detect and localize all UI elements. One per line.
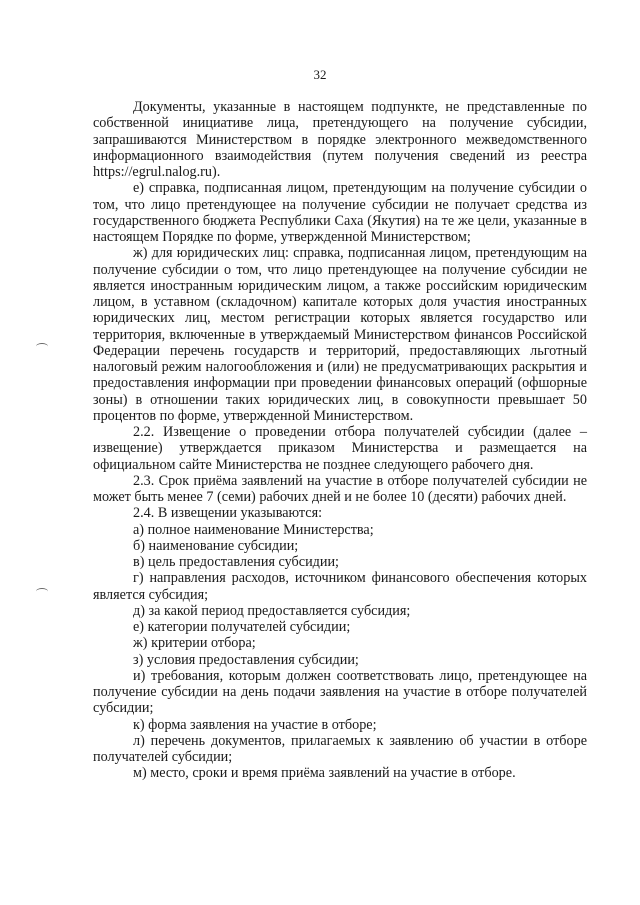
- page-number: 32: [313, 67, 327, 82]
- paragraph-2-2: 2.2. Извещение о проведении отбора получателей субсидии (далее – извещение) утверждается приказом Министерства и размещается на официальном сайте Министерства не позднее следующего рабочего дня.: [93, 424, 587, 473]
- paragraph-2-3: 2.3. Срок приёма заявлений на участие в отборе получателей субсидии не может быть менее 7 (семи) рабочих дней и не более 10 (десяти) рабочих дней.: [93, 472, 587, 505]
- document-body: [93, 99, 587, 782]
- paragraph-item-zh: ж) для юридических лиц: справка, подписанная лицом, претендующим на получение субсидии о том, что лицо претендующее на получение субсидии не является иностранным юридическим лицом, а также российским юридическим лицом, в уставном (складочном) капитале которых доля участия иностранных юридических лиц, местом регистрации которых является государство или территория, включенные в утверждаемый Министерством финансов Российской Федерации перечень государств и территорий, предоставляющих льготный налоговый режим налогообложения и (или) не предусматривающих раскрытия и предоставления информации при проведении финансовых операций (офшорные зоны) в отношении таких юридических лиц, в совокупности превышает 50 процентов по форме, утвержденной Министерством.: [93, 245, 587, 424]
- list-item-k: к) форма заявления на участие в отборе;: [133, 716, 377, 733]
- scan-mark: [36, 588, 48, 595]
- list-item-i: и) требования, которым должен соответствовать лицо, претендующее на получение субсидии на день подачи заявления на участие в отборе получателей субсидии;: [93, 667, 587, 717]
- list-item-a: а) полное наименование Министерства;: [133, 521, 374, 538]
- list-item-g: г) направления расходов, источником финансового обеспечения которых является субсидия;: [93, 570, 587, 603]
- list-item-zh: ж) критерии отбора;: [133, 635, 256, 652]
- list-item-v: в) цель предоставления субсидии;: [133, 554, 340, 570]
- list-item-l: л) перечень документов, прилагаемых к заявлению об участии в отборе получателей субсидии;: [93, 732, 587, 765]
- list-item-b: б) наименование субсидии;: [133, 537, 299, 554]
- paragraph-item-e: е) справка, подписанная лицом, претендующим на получение субсидии о том, что лицо претендующее на получение субсидии не получает средства из государственного бюджета Республики Саха (Якутия) на те же цели, указанные в настоящем Порядке по форме, утвержденной Министерством;: [93, 180, 587, 245]
- paragraph-documents-note: Документы, указанные в настоящем подпункте, не представленные по собственной инициативе лица, претендующего на получение субсидии, запрашиваются Министерством в порядке электронного межведомственного информационного взаимодействия (путем получения сведений из реестра https://egrul.nalog.ru).: [93, 99, 587, 180]
- scan-mark: [36, 343, 48, 350]
- list-item-m: м) место, сроки и время приёма заявлений на участие в отборе.: [133, 765, 516, 782]
- list-item-d: д) за какой период предоставляется субсидия;: [133, 602, 411, 619]
- list-item-z: з) условия предоставления субсидии;: [133, 651, 359, 668]
- paragraph-2-4: 2.4. В извещении указываются:: [133, 505, 323, 522]
- list-item-e: е) категории получателей субсидии;: [133, 619, 351, 635]
